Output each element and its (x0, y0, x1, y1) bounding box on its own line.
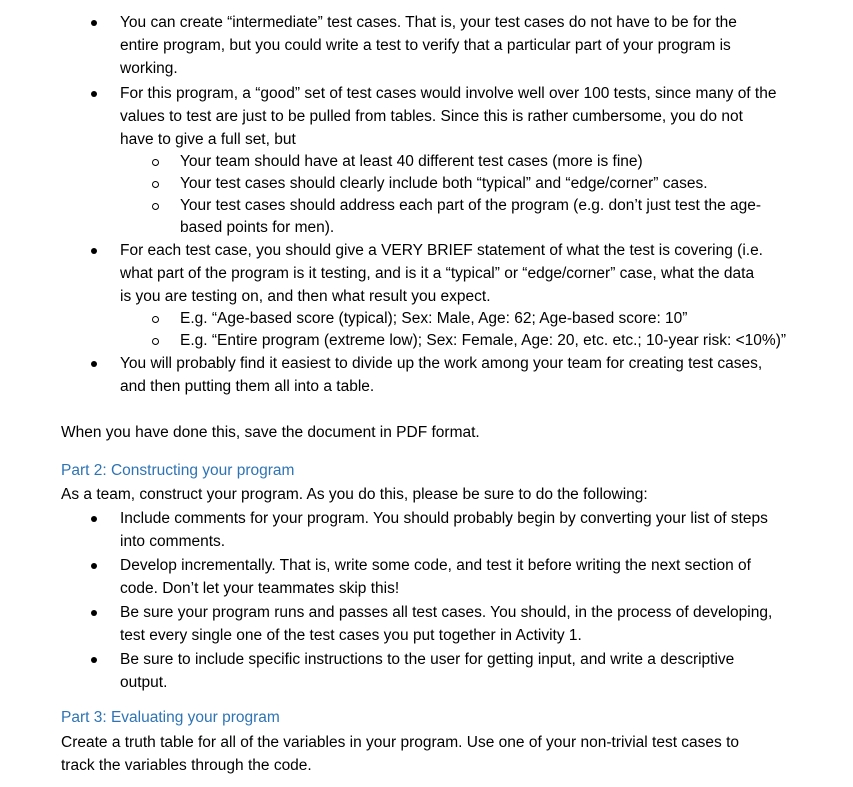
circle-bullet-icon (152, 338, 159, 345)
sub-list-item-text: E.g. “Entire program (extreme low); Sex: Female, Age: 20, etc. etc.; 10-year risk: <10%)” (180, 332, 787, 349)
list-item-text: You can create “intermediate” test cases. That is, your test cases do not have to be for the (120, 14, 737, 31)
list-item-text: test every single one of the test cases you put together in Activity 1. (120, 627, 582, 644)
list-item-text: working. (120, 60, 178, 77)
circle-bullet-icon (152, 316, 159, 323)
bullet-icon (91, 361, 97, 367)
list-item-text: You will probably find it easiest to divide up the work among your team for creating test cases, (120, 355, 763, 372)
part3-text: Create a truth table for all of the variables in your program. Use one of your non-trivial test cases to (61, 734, 740, 751)
bullet-icon (91, 610, 97, 616)
list-item-text: and then putting them all into a table. (120, 378, 375, 395)
list-item-text: what part of the program is it testing, and is it a “typical” or “edge/corner” case, what the data (120, 265, 755, 282)
list-item-text: Be sure your program runs and passes all test cases. You should, in the process of developing, (120, 604, 773, 621)
sub-list-item-text: E.g. “Age-based score (typical); Sex: Male, Age: 62; Age-based score: 10” (180, 310, 688, 327)
list-item-text: output. (120, 674, 168, 691)
part2-heading: Part 2: Constructing your program (61, 462, 295, 479)
list-item-text: Include comments for your program. You should probably begin by converting your list of steps (120, 510, 768, 527)
list-item-text: Be sure to include specific instructions to the user for getting input, and write a descriptive (120, 651, 735, 668)
list-item-text: have to give a full set, but (120, 131, 296, 148)
sub-list-item-text: Your test cases should address each part of the program (e.g. don’t just test the age- (180, 197, 762, 214)
list-item-text: Develop incrementally. That is, write some code, and test it before writing the next section of (120, 557, 751, 574)
list-item-text: values to test are just to be pulled from tables. Since this is rather cumbersome, you do not (120, 108, 743, 125)
part3-text: track the variables through the code. (61, 757, 312, 774)
bullet-icon (91, 248, 97, 254)
part3-heading: Part 3: Evaluating your program (61, 709, 280, 726)
pdf-note: When you have done this, save the document in PDF format. (61, 424, 480, 441)
circle-bullet-icon (152, 159, 159, 166)
list-item-text: code. Don’t let your teammates skip this! (120, 580, 400, 597)
bullet-icon (91, 516, 97, 522)
bullet-icon (91, 563, 97, 569)
list-item-text: entire program, but you could write a test to verify that a particular part of your program is (120, 37, 731, 54)
bullet-icon (91, 91, 97, 97)
bullet-icon (91, 657, 97, 663)
part2-intro: As a team, construct your program. As you do this, please be sure to do the following: (61, 486, 648, 503)
sub-list-item-text: Your test cases should clearly include both “typical” and “edge/corner” cases. (180, 175, 708, 192)
list-item-text: into comments. (120, 533, 226, 550)
list-item-text: is you are testing on, and then what result you expect. (120, 288, 491, 305)
circle-bullet-icon (152, 203, 159, 210)
bullet-icon (91, 20, 97, 26)
circle-bullet-icon (152, 181, 159, 188)
sub-list-item-text: Your team should have at least 40 different test cases (more is fine) (180, 153, 643, 170)
list-item-text: For this program, a “good” set of test cases would involve well over 100 tests, since many of the (120, 85, 777, 102)
sub-list-item-text: based points for men). (180, 219, 335, 236)
list-item-text: For each test case, you should give a VERY BRIEF statement of what the test is covering (i.e. (120, 242, 763, 259)
